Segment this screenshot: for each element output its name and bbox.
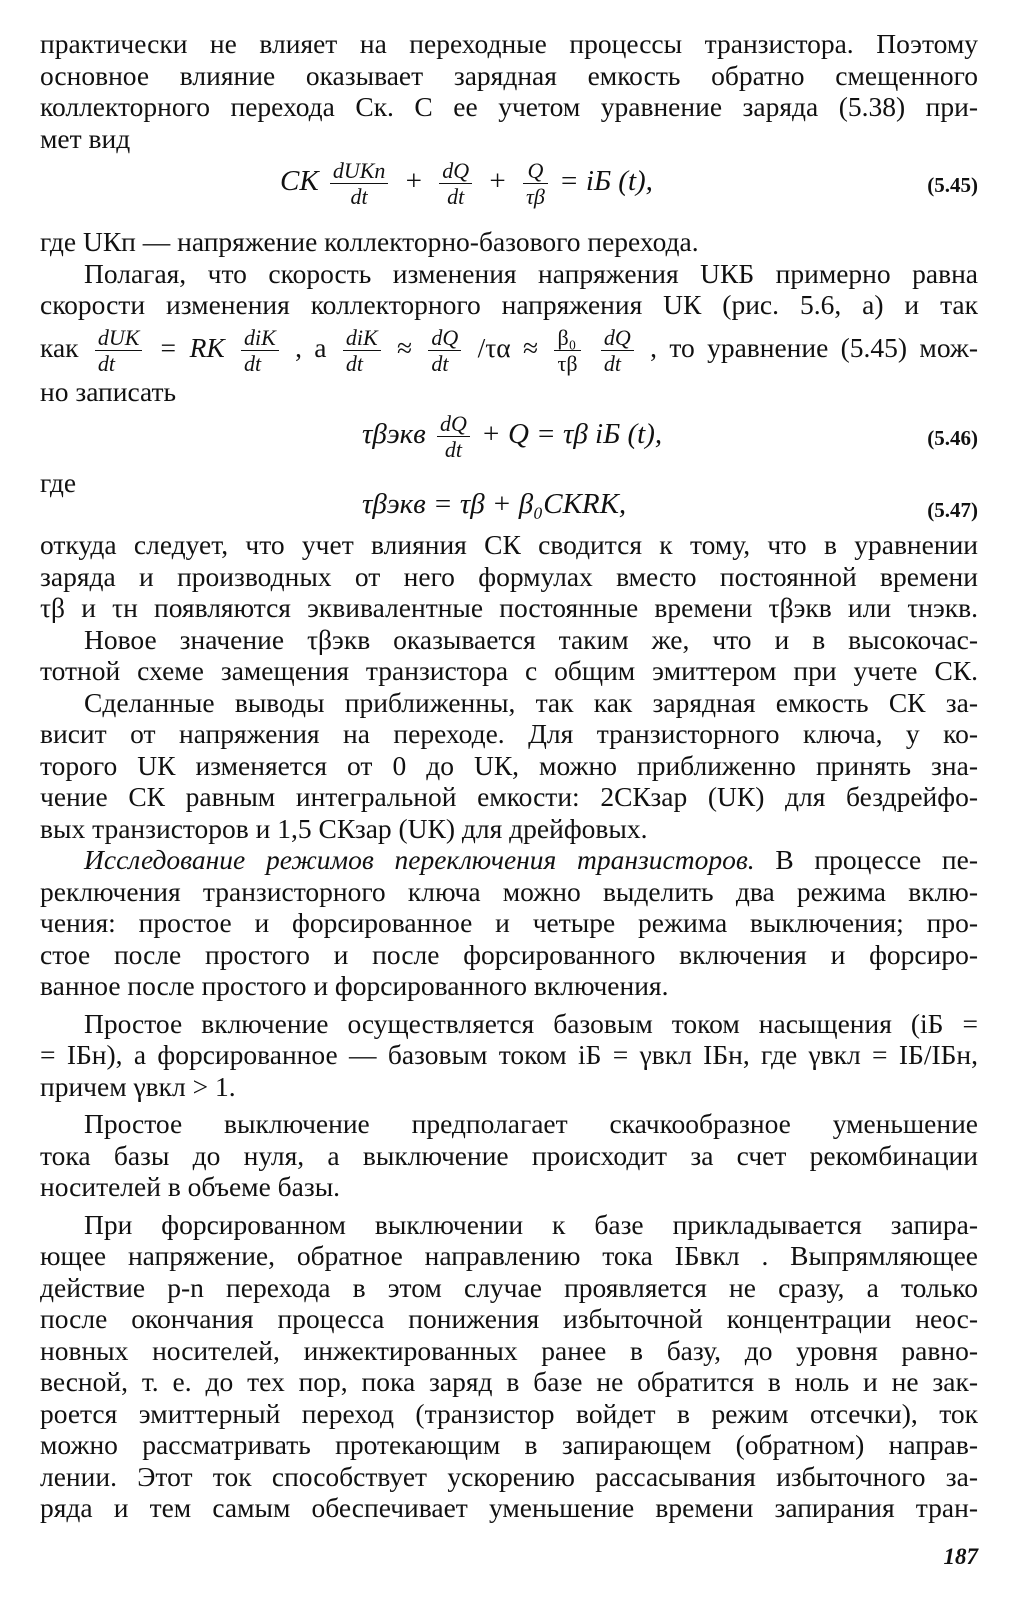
equation-body: τβэкв $\frac{dQ}{dt}$ + Q = τβ iБ (t), <box>362 411 663 463</box>
text-line: При форсированном выключении к базе прикладывается запира- <box>84 1208 978 1240</box>
plus-sign: + <box>405 165 422 198</box>
plus-sign: + <box>489 165 506 198</box>
page-number: 187 <box>943 1543 978 1569</box>
paragraph-4 <box>40 529 978 624</box>
equation-body: τβэкв = τβ + β₀CКRК, <box>362 488 627 521</box>
fraction: $\frac{\text{dUКп}}{dt}$ <box>330 158 389 209</box>
text-line: роется эмиттерный переход (транзистор войдет в режим отсечки), ток <box>40 1397 978 1429</box>
text-line: Исследование режимов переключения транзисторов. В процессе пе- <box>84 844 978 876</box>
text-line: ванное после простого и форсированного включения. <box>40 970 669 1002</box>
eq-rhs: = iБ (t), <box>559 165 653 198</box>
paragraph-1 <box>40 28 978 154</box>
text-line: весной, т. е. до тех пор, пока заряд в базе не обратится в ноль и не зак- <box>40 1366 978 1398</box>
fraction: $\frac{dQ}{dt}$ <box>601 325 634 376</box>
text-line: висит от напряжения на переходе. Для транзисторного ключа, у ко- <box>40 718 978 750</box>
text-line: Сделанные выводы приближенны, так как зарядная емкость CК за- <box>84 686 978 718</box>
text-line: носителей в объеме базы. <box>40 1171 341 1203</box>
section-lead-italic: Исследование режимов переключения транзисторов. <box>84 844 755 876</box>
text-line: после окончания процесса понижения избыточной концентрации неос- <box>40 1303 978 1335</box>
text-line: скорости изменения коллекторного напряжения UК (рис. 5.6, а) и так <box>40 289 978 320</box>
equation-5-46 <box>40 407 978 473</box>
text-line: реключения транзисторного ключа можно выделить два режима вклю- <box>40 875 978 907</box>
text-line: = IБн), а форсированное — базовым током iБ = γвкл IБн, где γвкл = IБ/IБн, <box>40 1039 978 1071</box>
eq-symbol: CК <box>280 165 319 198</box>
equation-body <box>280 158 653 209</box>
text-line: откуда следует, что учет влияния CК сводится к тому, что в уравнении <box>40 529 978 561</box>
text-line: можно рассматривать протекающим в запирающем (обратном) направ- <box>40 1429 978 1461</box>
text-line: Простое включение осуществляется базовым током насыщения (iБ = <box>84 1007 978 1039</box>
fraction: $\frac{dQ}{dt}$ <box>428 325 461 376</box>
fraction: $\frac{dQ}{dt}$ <box>439 158 472 209</box>
text-line: торого UК изменяется от 0 до UК, можно приближенно принять зна- <box>40 749 978 781</box>
paragraph-5 <box>40 624 978 687</box>
equation-number: (5.47) <box>927 498 978 523</box>
text-line: чения: простое и форсированное и четыре режима выключения; про- <box>40 907 978 939</box>
text-line: практически не влияет на переходные процессы транзистора. Поэтому <box>40 28 978 59</box>
text-line: лении. Этот ток способствует ускорению рассасывания избыточного за- <box>40 1460 978 1492</box>
fraction: $\frac{\text{β₀}}{\tau\beta}$ <box>554 325 580 376</box>
text-line: чение CК равным интегральной емкости: 2CКзар (UК) для бездрейфо- <box>40 781 978 813</box>
text-line: вых транзисторов и 1,5 CКзар (UК) для дрейфовых. <box>40 812 648 844</box>
text-line: Простое выключение предполагает скачкообразное уменьшение <box>84 1108 978 1140</box>
text-line: где UКп — напряжение коллекторно-базового перехода. <box>40 226 699 257</box>
text-line: тотной схеме замещения транзистора с общим эмиттером при учете CК. <box>40 655 978 687</box>
paragraph-6 <box>40 687 978 845</box>
text-line: основное влияние оказывает зарядная емкость обратно смещенного <box>40 59 978 91</box>
fraction: $\frac{Q}{\tau\beta}$ <box>523 158 548 209</box>
fraction: $\frac{\text{diК}}{dt}$ <box>241 325 279 376</box>
fraction: $\frac{\text{dUК}}{dt}$ <box>95 325 143 376</box>
paragraph-8 <box>40 1008 978 1103</box>
fraction: $\frac{dQ}{dt}$ <box>437 411 470 462</box>
text-line: мет вид <box>40 122 131 154</box>
formula-line: как $\frac{\text{dUК}}{dt}$ = RК $\frac{\text{diК}}{dt}$ , а $\frac{\text{diК}}{dt}$ ≈ $\frac{dQ}{dt}$ /τα ≈ $\frac{\text{β₀}}{\tau\beta}$ $\frac{dQ}{dt}$ , то уравнение (5.45) мож- <box>40 324 979 376</box>
equation-5-47 <box>40 467 978 529</box>
text-line: Полагая, что скорость изменения напряжения UКБ примерно равна <box>84 257 978 289</box>
page-content <box>40 28 978 1524</box>
text-line: новных носителей, инжектированных ранее в базу, до уровня равно- <box>40 1334 978 1366</box>
paragraph-2 <box>40 226 978 258</box>
equation-number: (5.46) <box>927 426 978 451</box>
text-line: стое после простого и после форсированного включения и форсиро- <box>40 938 978 970</box>
text-line: ряда и тем самым обеспечивает уменьшение времени запирания тран- <box>40 1492 978 1524</box>
text-line: коллекторного перехода Cк. С ее учетом уравнение заряда (5.38) при- <box>40 91 978 122</box>
equation-5-45 <box>40 154 978 226</box>
fraction: $\frac{\text{diК}}{dt}$ <box>343 325 381 376</box>
text-line: причем γвкл > 1. <box>40 1070 236 1102</box>
paragraph-10 <box>40 1209 978 1524</box>
equation-number: (5.45) <box>927 173 978 197</box>
text-line: τβ и τн появляются эквивалентные постоянные времени τβэкв или τнэкв. <box>40 592 978 624</box>
paragraph-9 <box>40 1108 978 1203</box>
text-line: но записать <box>40 375 177 407</box>
text-line: Новое значение τβэкв оказывается таким же, что и в высокочас- <box>84 623 978 655</box>
paragraph-3 <box>40 258 978 408</box>
where-label: где <box>40 467 77 499</box>
paragraph-7 <box>40 844 978 1002</box>
text-line: ющее напряжение, обратное направлению тока IБвкл . Выпрямляющее <box>40 1240 978 1272</box>
text-line: тока базы до нуля, а выключение происходит за счет рекомбинации <box>40 1139 978 1171</box>
text-line: заряда и производных от него формулах вместо постоянной времени <box>40 560 978 592</box>
text-line: действие p-n перехода в этом случае проявляется не сразу, а только <box>40 1271 978 1303</box>
